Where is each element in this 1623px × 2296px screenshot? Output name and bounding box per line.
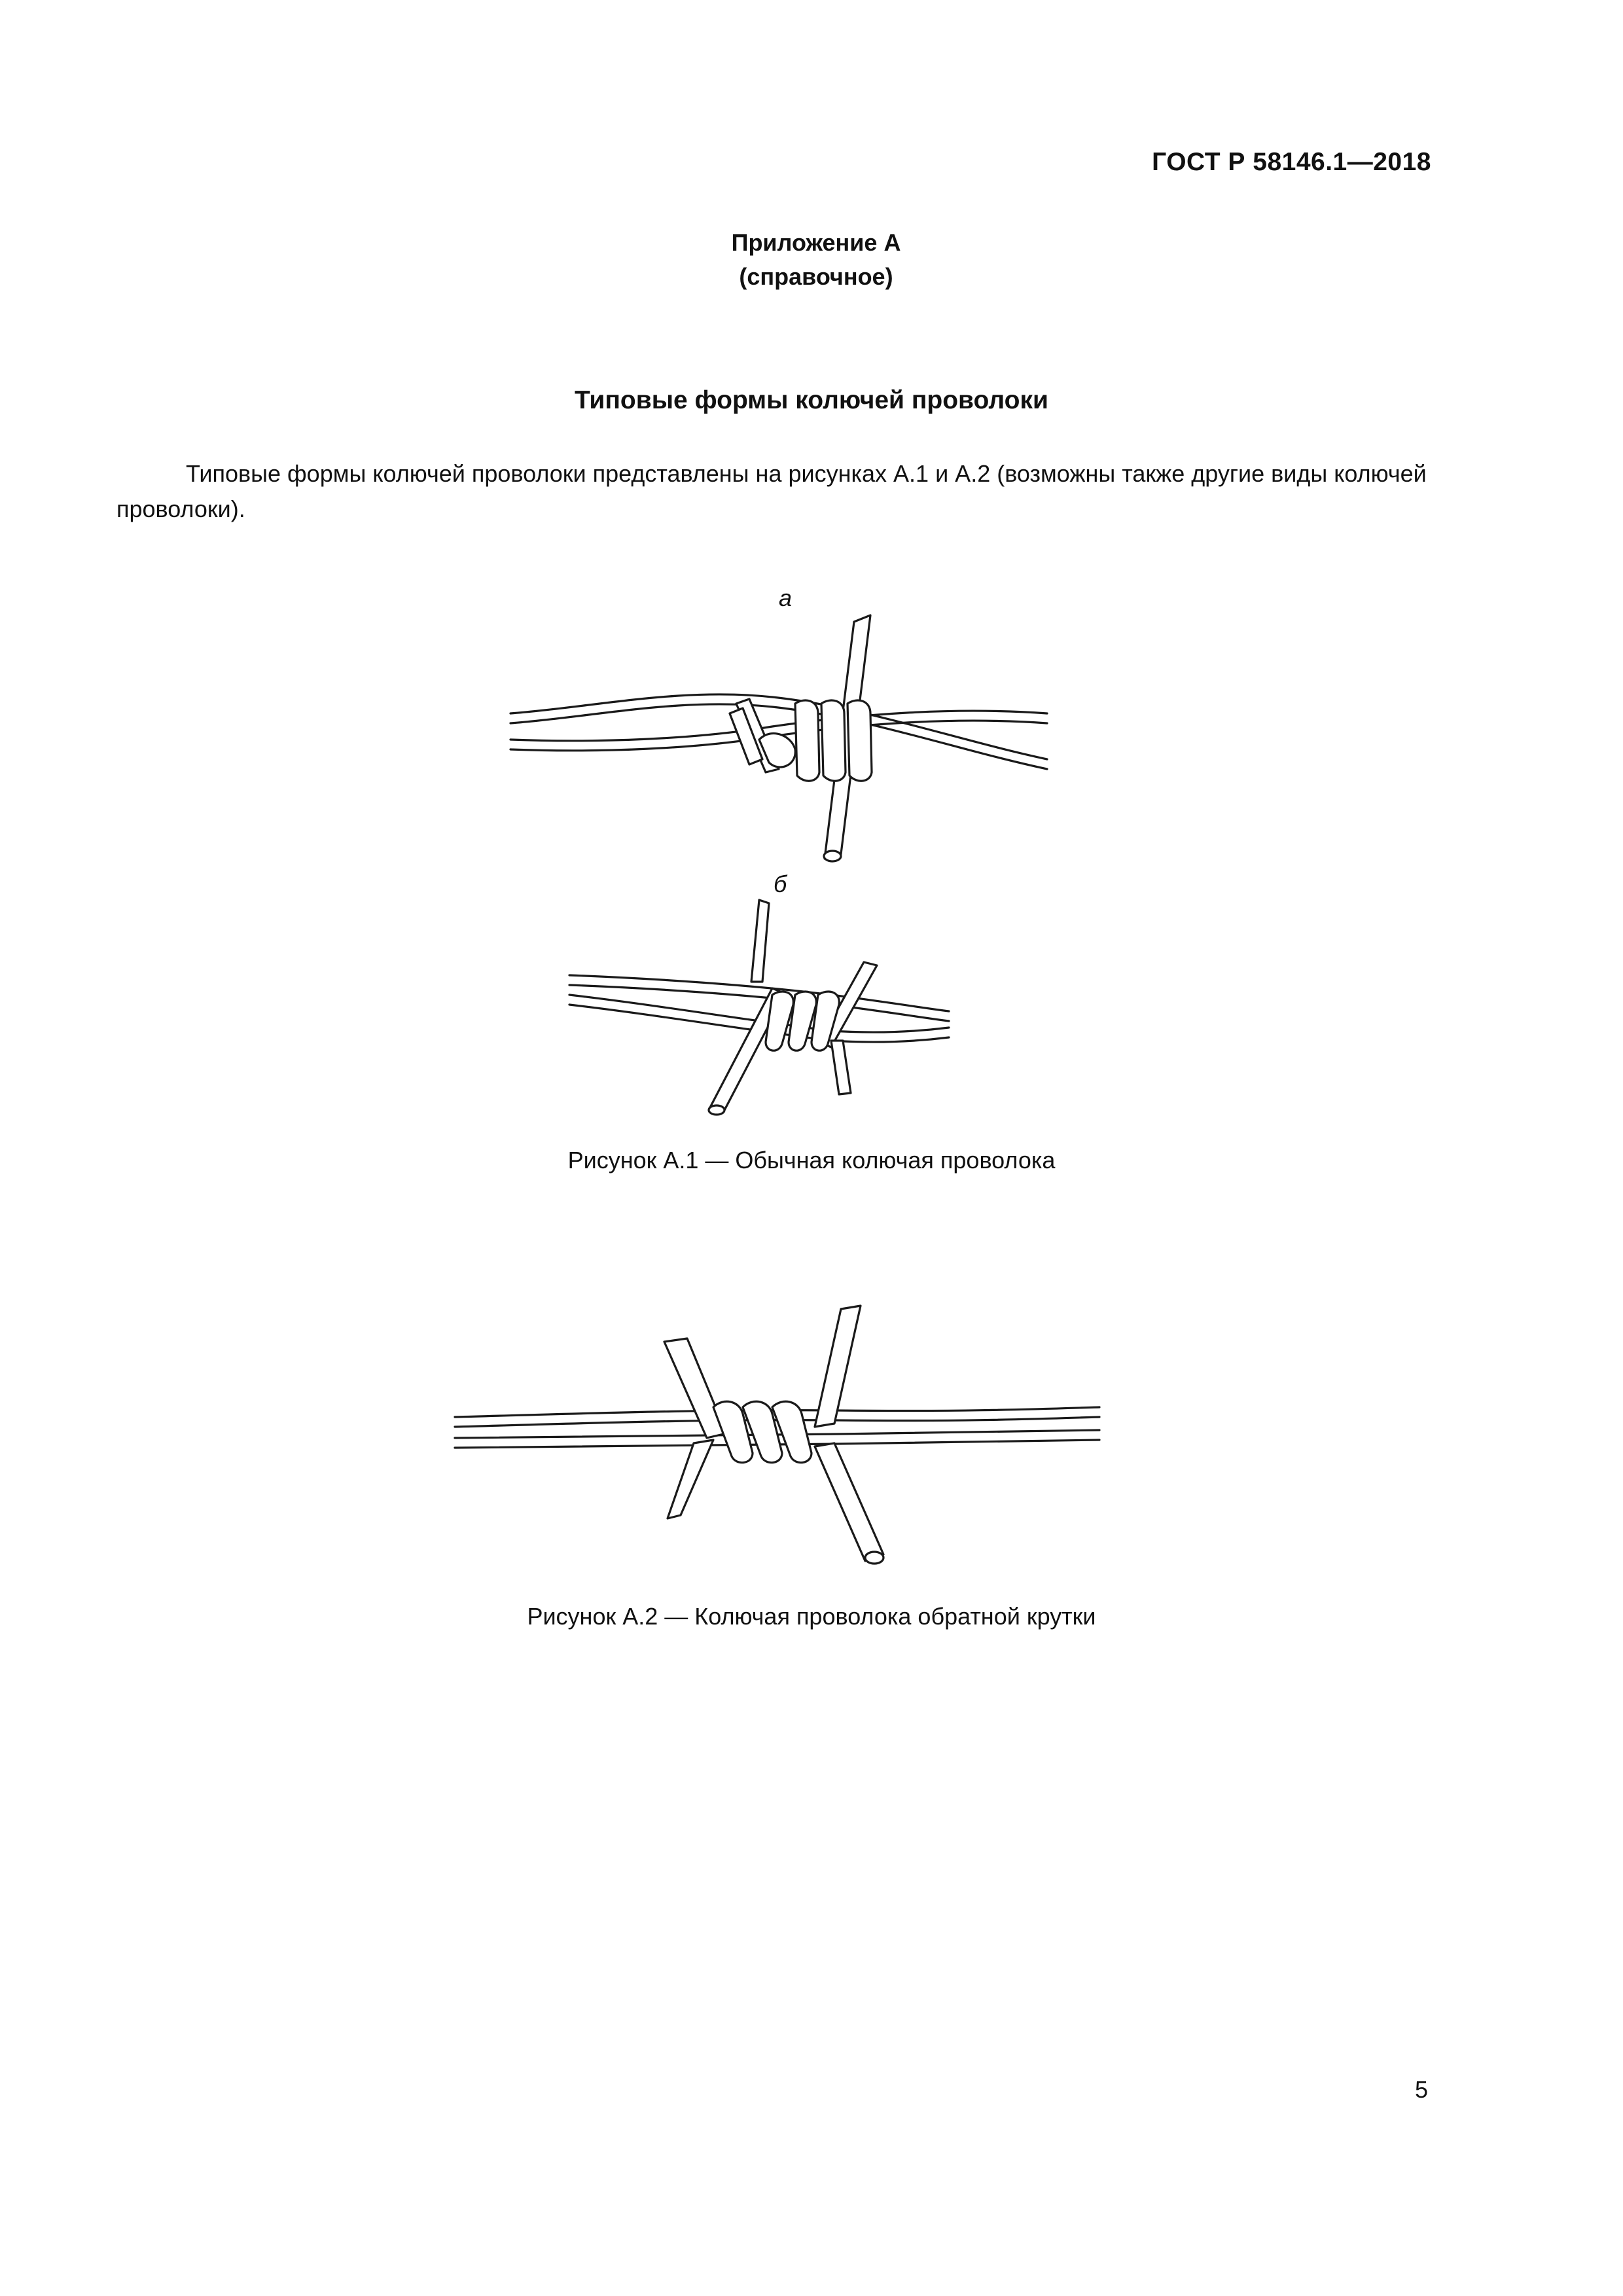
reverse-twist-barbed-wire-illustration	[445, 1293, 1113, 1581]
figure-a1-caption: Рисунок А.1 — Обычная колючая проволока	[567, 1147, 1056, 1174]
subfigure-label-a: а	[779, 584, 793, 611]
page-number: 5	[1415, 2076, 1429, 2103]
barbed-wire-illustration-b	[556, 897, 962, 1132]
intro-paragraph: Типовые формы колючей проволоки представлены на рисунках А.1 и А.2 (возможны также другие виды колючей проволоки).	[116, 460, 1427, 522]
barbed-wire-illustration-a	[497, 609, 1073, 884]
annex-heading	[0, 226, 1623, 294]
annex-type: (справочное)	[739, 263, 893, 290]
document-code: ГОСТ Р 58146.1—2018	[1152, 148, 1431, 176]
annex-title: Приложение А	[731, 229, 901, 256]
section-title: Типовые формы колючей проволоки	[575, 386, 1048, 414]
subfigure-label-b: б	[774, 870, 787, 897]
figure-a2-caption: Рисунок А.2 — Колючая проволока обратной крутки	[527, 1603, 1096, 1630]
